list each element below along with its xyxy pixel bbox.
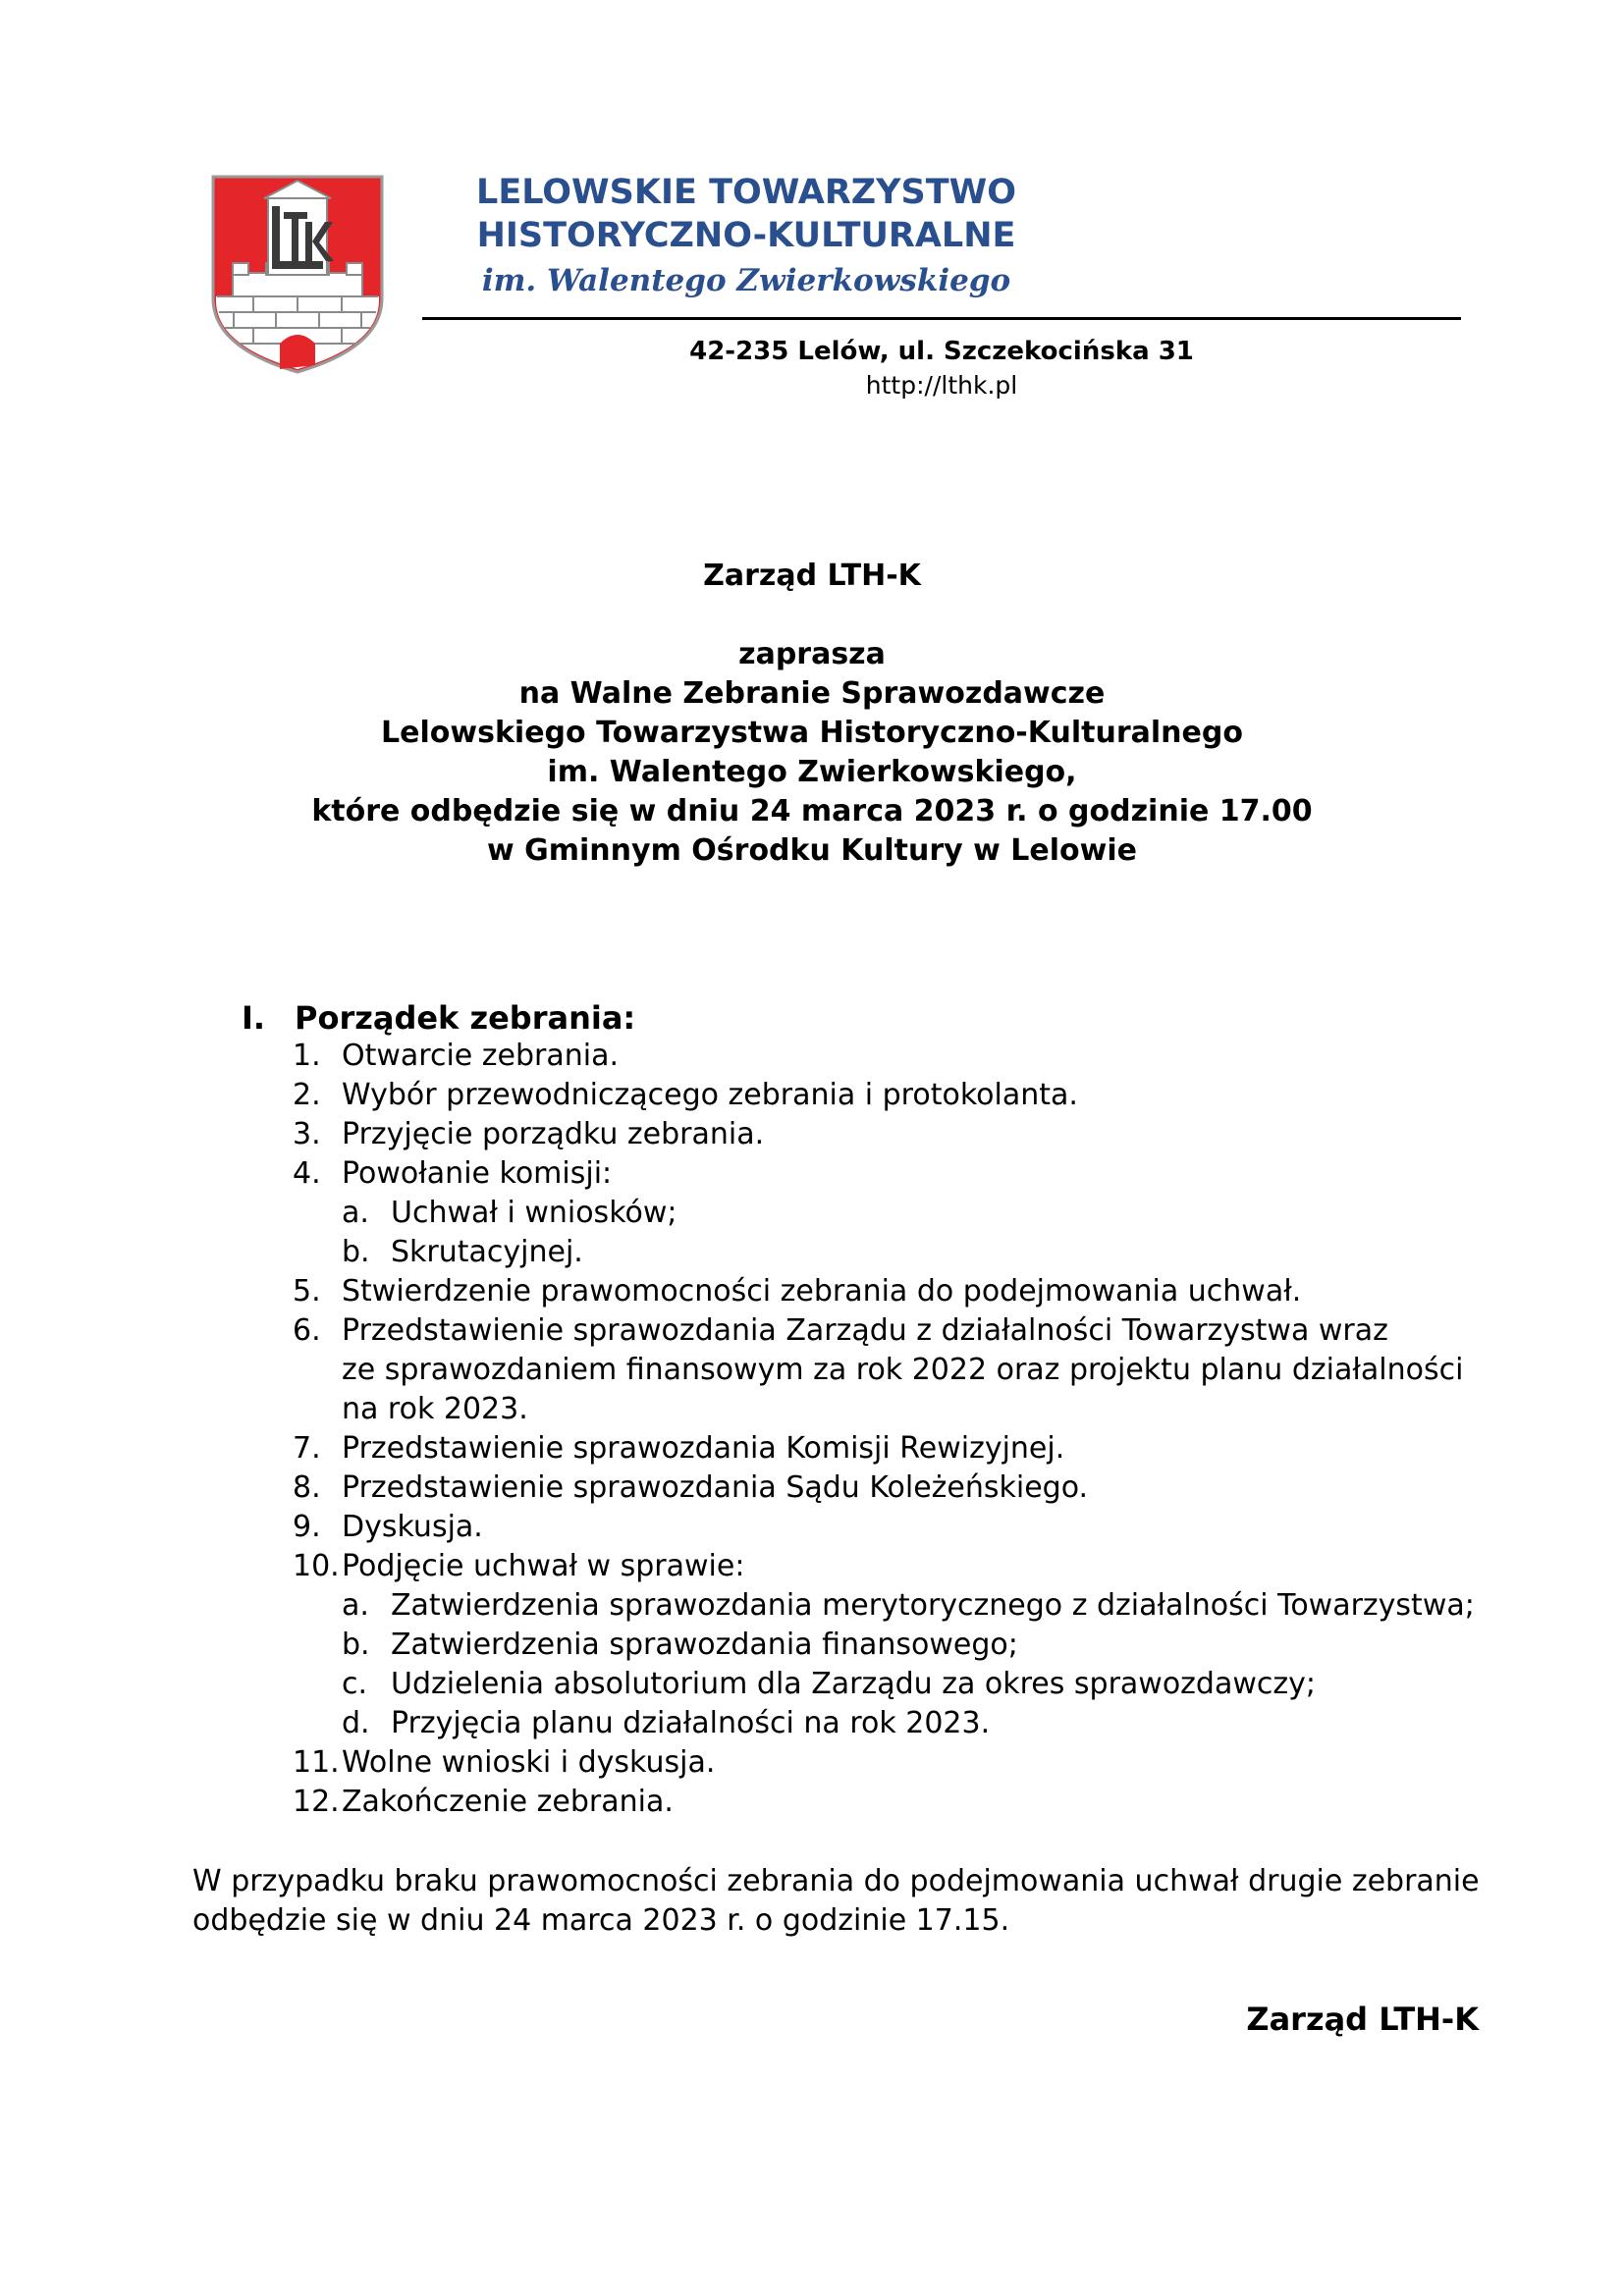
quorum-note — [192, 1862, 1479, 1941]
quorum-note-line: W przypadku braku prawomocności zebrania do podejmowania uchwał drugie zebranie — [192, 1864, 1480, 1898]
subitem-letter: b. — [342, 1628, 370, 1662]
subitem-text: Skrutacyjnej. — [391, 1235, 583, 1269]
lthk-crest-logo — [209, 173, 386, 376]
item-number: 3. — [293, 1117, 321, 1151]
item-text: Otwarcie zebrania. — [342, 1039, 620, 1073]
item-number: 11. — [293, 1745, 340, 1780]
item-text: Podjęcie uchwał w sprawie: — [342, 1549, 745, 1583]
agenda-section-number: I. — [242, 999, 266, 1037]
item-text: Wybór przewodniczącego zebrania i protokolanta. — [342, 1078, 1078, 1112]
subitem-letter: b. — [342, 1235, 370, 1269]
item-number: 2. — [293, 1078, 321, 1112]
invitation-line: Lelowskiego Towarzystwa Historyczno-Kulturalnego — [381, 716, 1243, 750]
item-number: 12. — [293, 1785, 340, 1819]
subitem-letter: a. — [342, 1196, 369, 1230]
item-text: Przyjęcie porządku zebrania. — [342, 1117, 765, 1151]
org-address: 42-235 Lelów, ul. Szczekocińska 31 — [689, 337, 1194, 366]
subitem-letter: d. — [342, 1706, 370, 1740]
agenda-heading — [242, 997, 635, 1039]
invitation-line: które odbędzie się w dniu 24 marca 2023 r. o godzinie 17.00 — [311, 794, 1313, 828]
signature: Zarząd LTH-K — [1246, 2001, 1479, 2038]
item-text-line: Przedstawienie sprawozdania Zarządu z działalności Towarzystwa wraz — [342, 1313, 1388, 1348]
quorum-note-line: odbędzie się w dniu 24 marca 2023 r. o godzinie 17.15. — [192, 1903, 1010, 1938]
subitem-text: Udzielenia absolutorium dla Zarządu za okres sprawozdawczy; — [391, 1667, 1316, 1701]
subitem-text: Zatwierdzenia sprawozdania finansowego; — [391, 1628, 1018, 1662]
item-number: 4. — [293, 1156, 321, 1191]
item-number: 10. — [293, 1549, 340, 1583]
item-text: Wolne wnioski i dyskusja. — [342, 1745, 716, 1780]
invitation-line: im. Walentego Zwierkowskiego, — [547, 755, 1077, 789]
item-text — [342, 1311, 1463, 1429]
org-subtitle: im. Walentego Zwierkowskiego — [481, 263, 1011, 298]
subitem-text: Zatwierdzenia sprawozdania merytorycznego z działalności Towarzystwa; — [391, 1588, 1475, 1623]
agenda-title: Porządek zebrania: — [295, 999, 636, 1037]
item-text-line: na rok 2023. — [342, 1392, 528, 1426]
item-text: Przedstawienie sprawozdania Komisji Rewizyjnej. — [342, 1431, 1065, 1466]
org-name-line1: LELOWSKIE TOWARZYSTWO — [476, 173, 1016, 212]
subitem-letter: c. — [342, 1667, 368, 1701]
item-text: Przedstawienie sprawozdania Sądu Koleżeńskiego. — [342, 1470, 1089, 1505]
invitation-text — [0, 635, 1624, 871]
org-name-line2: HISTORYCZNO-KULTURALNE — [476, 216, 1016, 255]
subitem-text: Uchwał i wniosków; — [391, 1196, 677, 1230]
item-text-line: ze sprawozdaniem finansowym za rok 2022 oraz projektu planu działalności — [342, 1353, 1464, 1387]
header-divider — [422, 317, 1461, 320]
item-number: 9. — [293, 1510, 321, 1544]
item-number: 7. — [293, 1431, 321, 1466]
invitation-line: w Gminnym Ośrodku Kultury w Lelowie — [486, 833, 1137, 868]
item-number: 6. — [293, 1313, 321, 1348]
item-text: Stwierdzenie prawomocności zebrania do podejmowania uchwał. — [342, 1274, 1302, 1308]
invitation-line: zaprasza — [738, 637, 886, 671]
item-number: 8. — [293, 1470, 321, 1505]
subitem-letter: a. — [342, 1588, 369, 1623]
invitation-line: na Walne Zebranie Sprawozdawcze — [518, 676, 1106, 711]
item-text: Powołanie komisji: — [342, 1156, 613, 1191]
org-website: http://lthk.pl — [865, 371, 1018, 400]
item-text: Dyskusja. — [342, 1510, 483, 1544]
invitation-from: Zarząd LTH-K — [703, 559, 921, 593]
item-number: 1. — [293, 1039, 321, 1073]
item-number: 5. — [293, 1274, 321, 1308]
subitem-text: Przyjęcia planu działalności na rok 2023. — [391, 1706, 991, 1740]
item-text: Zakończenie zebrania. — [342, 1785, 674, 1819]
